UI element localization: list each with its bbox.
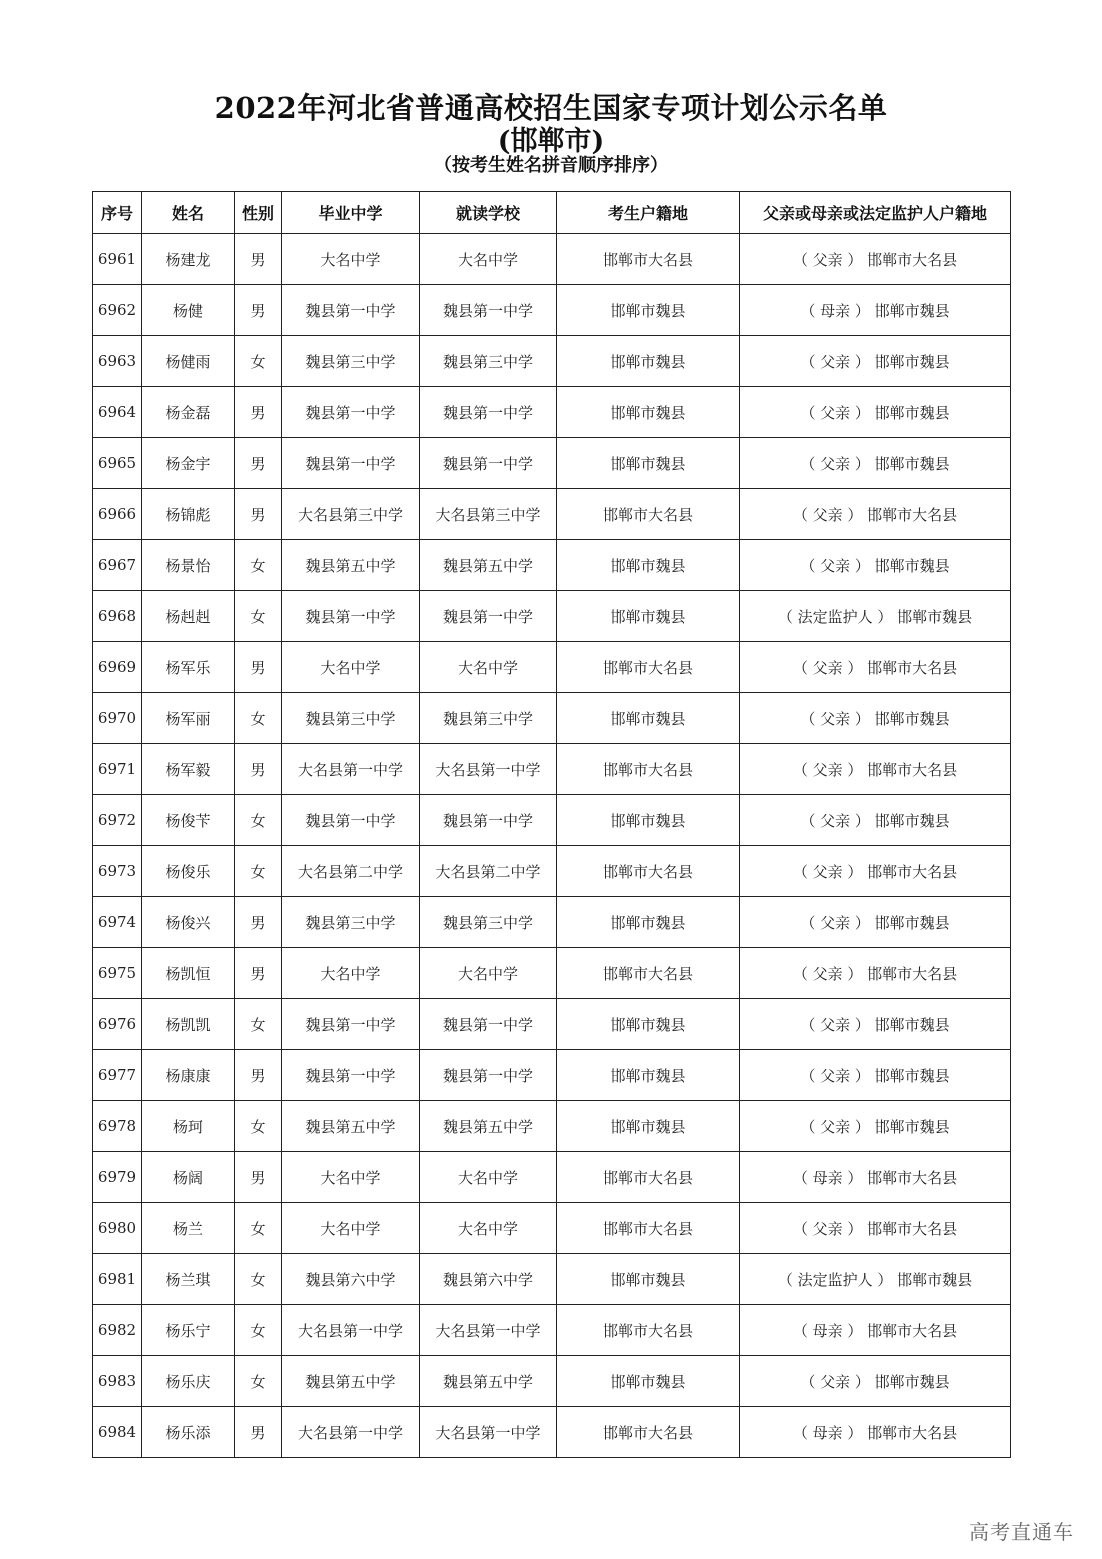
cell-graduated-school: 魏县第三中学 bbox=[282, 693, 420, 744]
cell-guardian-residence: （ 法定监护人 ） 邯郸市魏县 bbox=[740, 1254, 1011, 1305]
table-row bbox=[93, 795, 1011, 846]
table-row bbox=[93, 540, 1011, 591]
cell-name: 杨俊兴 bbox=[142, 897, 235, 948]
cell-student-residence: 邯郸市魏县 bbox=[557, 336, 740, 387]
col-header-student-residence: 考生户籍地 bbox=[557, 192, 740, 234]
table-row bbox=[93, 1356, 1011, 1407]
cell-name: 杨乐宁 bbox=[142, 1305, 235, 1356]
table-row bbox=[93, 387, 1011, 438]
cell-guardian-residence: （ 母亲 ） 邯郸市大名县 bbox=[740, 1407, 1011, 1458]
cell-guardian-residence: （ 法定监护人 ） 邯郸市魏县 bbox=[740, 591, 1011, 642]
cell-no: 6968 bbox=[93, 591, 142, 642]
cell-gender: 男 bbox=[235, 387, 282, 438]
cell-student-residence: 邯郸市大名县 bbox=[557, 1203, 740, 1254]
cell-gender: 男 bbox=[235, 1407, 282, 1458]
cell-current-school: 魏县第一中学 bbox=[420, 1050, 557, 1101]
table-row bbox=[93, 285, 1011, 336]
cell-guardian-residence: （ 母亲 ） 邯郸市大名县 bbox=[740, 1305, 1011, 1356]
cell-current-school: 魏县第三中学 bbox=[420, 693, 557, 744]
cell-guardian-residence: （ 父亲 ） 邯郸市大名县 bbox=[740, 1203, 1011, 1254]
cell-guardian-residence: （ 父亲 ） 邯郸市大名县 bbox=[740, 744, 1011, 795]
cell-no: 6966 bbox=[93, 489, 142, 540]
cell-no: 6962 bbox=[93, 285, 142, 336]
table-row bbox=[93, 999, 1011, 1050]
table-row bbox=[93, 642, 1011, 693]
table-row bbox=[93, 948, 1011, 999]
cell-graduated-school: 大名中学 bbox=[282, 948, 420, 999]
cell-guardian-residence: （ 父亲 ） 邯郸市魏县 bbox=[740, 1101, 1011, 1152]
cell-no: 6973 bbox=[93, 846, 142, 897]
cell-current-school: 大名中学 bbox=[420, 1203, 557, 1254]
cell-gender: 男 bbox=[235, 1050, 282, 1101]
cell-current-school: 魏县第三中学 bbox=[420, 336, 557, 387]
cell-current-school: 魏县第一中学 bbox=[420, 285, 557, 336]
col-header-graduated-school: 毕业中学 bbox=[282, 192, 420, 234]
cell-gender: 女 bbox=[235, 1254, 282, 1305]
cell-graduated-school: 魏县第一中学 bbox=[282, 285, 420, 336]
cell-guardian-residence: （ 父亲 ） 邯郸市魏县 bbox=[740, 336, 1011, 387]
table-row bbox=[93, 489, 1011, 540]
cell-student-residence: 邯郸市大名县 bbox=[557, 1152, 740, 1203]
cell-no: 6975 bbox=[93, 948, 142, 999]
cell-gender: 女 bbox=[235, 999, 282, 1050]
cell-student-residence: 邯郸市大名县 bbox=[557, 489, 740, 540]
cell-graduated-school: 魏县第三中学 bbox=[282, 336, 420, 387]
cell-no: 6983 bbox=[93, 1356, 142, 1407]
cell-graduated-school: 大名中学 bbox=[282, 234, 420, 285]
cell-student-residence: 邯郸市魏县 bbox=[557, 1101, 740, 1152]
cell-name: 杨珂 bbox=[142, 1101, 235, 1152]
cell-name: 杨健 bbox=[142, 285, 235, 336]
cell-name: 杨凯恒 bbox=[142, 948, 235, 999]
cell-gender: 女 bbox=[235, 336, 282, 387]
cell-name: 杨建龙 bbox=[142, 234, 235, 285]
cell-no: 6982 bbox=[93, 1305, 142, 1356]
cell-graduated-school: 大名县第三中学 bbox=[282, 489, 420, 540]
cell-student-residence: 邯郸市魏县 bbox=[557, 795, 740, 846]
cell-name: 杨景怡 bbox=[142, 540, 235, 591]
cell-student-residence: 邯郸市魏县 bbox=[557, 1050, 740, 1101]
cell-student-residence: 邯郸市大名县 bbox=[557, 744, 740, 795]
table-row bbox=[93, 693, 1011, 744]
cell-student-residence: 邯郸市魏县 bbox=[557, 999, 740, 1050]
cell-current-school: 魏县第六中学 bbox=[420, 1254, 557, 1305]
cell-guardian-residence: （ 父亲 ） 邯郸市魏县 bbox=[740, 999, 1011, 1050]
cell-graduated-school: 大名县第一中学 bbox=[282, 1407, 420, 1458]
cell-current-school: 大名县第一中学 bbox=[420, 1305, 557, 1356]
cell-guardian-residence: （ 父亲 ） 邯郸市大名县 bbox=[740, 642, 1011, 693]
cell-no: 6984 bbox=[93, 1407, 142, 1458]
cell-graduated-school: 魏县第一中学 bbox=[282, 1050, 420, 1101]
cell-no: 6972 bbox=[93, 795, 142, 846]
cell-no: 6969 bbox=[93, 642, 142, 693]
col-header-gender: 性别 bbox=[235, 192, 282, 234]
cell-guardian-residence: （ 母亲 ） 邯郸市魏县 bbox=[740, 285, 1011, 336]
table-row bbox=[93, 1254, 1011, 1305]
roster-body bbox=[93, 234, 1011, 1458]
table-row bbox=[93, 591, 1011, 642]
cell-no: 6971 bbox=[93, 744, 142, 795]
cell-gender: 男 bbox=[235, 285, 282, 336]
cell-guardian-residence: （ 父亲 ） 邯郸市大名县 bbox=[740, 489, 1011, 540]
cell-current-school: 大名县第一中学 bbox=[420, 1407, 557, 1458]
cell-no: 6979 bbox=[93, 1152, 142, 1203]
cell-gender: 男 bbox=[235, 948, 282, 999]
cell-guardian-residence: （ 父亲 ） 邯郸市魏县 bbox=[740, 540, 1011, 591]
cell-name: 杨俊苄 bbox=[142, 795, 235, 846]
cell-no: 6963 bbox=[93, 336, 142, 387]
cell-gender: 女 bbox=[235, 795, 282, 846]
cell-gender: 女 bbox=[235, 591, 282, 642]
cell-no: 6974 bbox=[93, 897, 142, 948]
cell-no: 6961 bbox=[93, 234, 142, 285]
cell-student-residence: 邯郸市魏县 bbox=[557, 540, 740, 591]
cell-guardian-residence: （ 父亲 ） 邯郸市魏县 bbox=[740, 1356, 1011, 1407]
cell-no: 6981 bbox=[93, 1254, 142, 1305]
table-row bbox=[93, 1152, 1011, 1203]
city-subtitle: (邯郸市) bbox=[497, 126, 605, 157]
cell-guardian-residence: （ 父亲 ） 邯郸市大名县 bbox=[740, 948, 1011, 999]
cell-graduated-school: 大名县第一中学 bbox=[282, 1305, 420, 1356]
cell-gender: 女 bbox=[235, 1101, 282, 1152]
cell-graduated-school: 魏县第一中学 bbox=[282, 591, 420, 642]
table-row bbox=[93, 1101, 1011, 1152]
cell-guardian-residence: （ 父亲 ） 邯郸市魏县 bbox=[740, 795, 1011, 846]
cell-guardian-residence: （ 父亲 ） 邯郸市魏县 bbox=[740, 387, 1011, 438]
cell-student-residence: 邯郸市大名县 bbox=[557, 234, 740, 285]
cell-current-school: 魏县第五中学 bbox=[420, 540, 557, 591]
cell-no: 6976 bbox=[93, 999, 142, 1050]
cell-student-residence: 邯郸市魏县 bbox=[557, 1356, 740, 1407]
cell-no: 6980 bbox=[93, 1203, 142, 1254]
cell-current-school: 魏县第一中学 bbox=[420, 591, 557, 642]
cell-gender: 女 bbox=[235, 540, 282, 591]
cell-current-school: 魏县第五中学 bbox=[420, 1356, 557, 1407]
cell-graduated-school: 魏县第一中学 bbox=[282, 999, 420, 1050]
table-row bbox=[93, 438, 1011, 489]
cell-guardian-residence: （ 父亲 ） 邯郸市大名县 bbox=[740, 846, 1011, 897]
cell-graduated-school: 魏县第六中学 bbox=[282, 1254, 420, 1305]
cell-student-residence: 邯郸市大名县 bbox=[557, 1305, 740, 1356]
cell-no: 6964 bbox=[93, 387, 142, 438]
cell-current-school: 大名县第三中学 bbox=[420, 489, 557, 540]
table-row bbox=[93, 1050, 1011, 1101]
table-row bbox=[93, 1407, 1011, 1458]
cell-guardian-residence: （ 父亲 ） 邯郸市魏县 bbox=[740, 438, 1011, 489]
table-header-row bbox=[93, 192, 1011, 234]
cell-name: 杨健雨 bbox=[142, 336, 235, 387]
cell-student-residence: 邯郸市魏县 bbox=[557, 387, 740, 438]
cell-no: 6967 bbox=[93, 540, 142, 591]
cell-current-school: 大名中学 bbox=[420, 948, 557, 999]
cell-graduated-school: 魏县第一中学 bbox=[282, 438, 420, 489]
cell-gender: 男 bbox=[235, 438, 282, 489]
cell-name: 杨金磊 bbox=[142, 387, 235, 438]
cell-graduated-school: 魏县第五中学 bbox=[282, 1356, 420, 1407]
cell-student-residence: 邯郸市大名县 bbox=[557, 846, 740, 897]
cell-student-residence: 邯郸市魏县 bbox=[557, 591, 740, 642]
col-header-current-school: 就读学校 bbox=[420, 192, 557, 234]
cell-name: 杨赳赳 bbox=[142, 591, 235, 642]
table-row bbox=[93, 336, 1011, 387]
cell-graduated-school: 魏县第五中学 bbox=[282, 1101, 420, 1152]
cell-no: 6978 bbox=[93, 1101, 142, 1152]
cell-graduated-school: 大名中学 bbox=[282, 1203, 420, 1254]
table-row bbox=[93, 744, 1011, 795]
col-header-guardian-residence: 父亲或母亲或法定监护人户籍地 bbox=[740, 192, 1011, 234]
table-row bbox=[93, 846, 1011, 897]
cell-current-school: 魏县第三中学 bbox=[420, 897, 557, 948]
col-header-name: 姓名 bbox=[142, 192, 235, 234]
cell-name: 杨乐庆 bbox=[142, 1356, 235, 1407]
cell-current-school: 大名中学 bbox=[420, 234, 557, 285]
cell-student-residence: 邯郸市大名县 bbox=[557, 948, 740, 999]
cell-name: 杨康康 bbox=[142, 1050, 235, 1101]
cell-current-school: 魏县第一中学 bbox=[420, 999, 557, 1050]
cell-student-residence: 邯郸市魏县 bbox=[557, 438, 740, 489]
cell-student-residence: 邯郸市大名县 bbox=[557, 1407, 740, 1458]
cell-current-school: 魏县第一中学 bbox=[420, 438, 557, 489]
cell-guardian-residence: （ 父亲 ） 邯郸市魏县 bbox=[740, 897, 1011, 948]
cell-graduated-school: 大名中学 bbox=[282, 1152, 420, 1203]
cell-name: 杨军毅 bbox=[142, 744, 235, 795]
cell-gender: 男 bbox=[235, 642, 282, 693]
cell-gender: 男 bbox=[235, 234, 282, 285]
cell-name: 杨乐添 bbox=[142, 1407, 235, 1458]
table-row bbox=[93, 234, 1011, 285]
page-title: 2022年河北省普通高校招生国家专项计划公示名单 bbox=[214, 91, 888, 125]
cell-guardian-residence: （ 母亲 ） 邯郸市大名县 bbox=[740, 1152, 1011, 1203]
cell-name: 杨军丽 bbox=[142, 693, 235, 744]
cell-no: 6965 bbox=[93, 438, 142, 489]
roster-table bbox=[92, 191, 1011, 1458]
col-header-no: 序号 bbox=[93, 192, 142, 234]
cell-gender: 女 bbox=[235, 1203, 282, 1254]
cell-student-residence: 邯郸市魏县 bbox=[557, 897, 740, 948]
cell-graduated-school: 大名县第二中学 bbox=[282, 846, 420, 897]
cell-student-residence: 邯郸市魏县 bbox=[557, 285, 740, 336]
cell-gender: 女 bbox=[235, 846, 282, 897]
cell-name: 杨军乐 bbox=[142, 642, 235, 693]
cell-student-residence: 邯郸市魏县 bbox=[557, 693, 740, 744]
table-row bbox=[93, 1305, 1011, 1356]
cell-name: 杨兰琪 bbox=[142, 1254, 235, 1305]
sort-note: （按考生姓名拼音顺序排序） bbox=[434, 155, 668, 176]
cell-no: 6970 bbox=[93, 693, 142, 744]
cell-gender: 男 bbox=[235, 1152, 282, 1203]
cell-current-school: 大名中学 bbox=[420, 1152, 557, 1203]
cell-graduated-school: 魏县第一中学 bbox=[282, 387, 420, 438]
cell-gender: 女 bbox=[235, 1356, 282, 1407]
cell-graduated-school: 魏县第五中学 bbox=[282, 540, 420, 591]
cell-gender: 男 bbox=[235, 897, 282, 948]
cell-current-school: 大名中学 bbox=[420, 642, 557, 693]
cell-current-school: 魏县第一中学 bbox=[420, 387, 557, 438]
cell-gender: 女 bbox=[235, 1305, 282, 1356]
cell-name: 杨锦彪 bbox=[142, 489, 235, 540]
cell-guardian-residence: （ 父亲 ） 邯郸市大名县 bbox=[740, 234, 1011, 285]
cell-graduated-school: 魏县第一中学 bbox=[282, 795, 420, 846]
cell-current-school: 魏县第五中学 bbox=[420, 1101, 557, 1152]
table-row bbox=[93, 1203, 1011, 1254]
cell-no: 6977 bbox=[93, 1050, 142, 1101]
cell-current-school: 大名县第二中学 bbox=[420, 846, 557, 897]
cell-student-residence: 邯郸市魏县 bbox=[557, 1254, 740, 1305]
cell-name: 杨阔 bbox=[142, 1152, 235, 1203]
cell-name: 杨兰 bbox=[142, 1203, 235, 1254]
cell-current-school: 大名县第一中学 bbox=[420, 744, 557, 795]
cell-name: 杨金宇 bbox=[142, 438, 235, 489]
watermark: 高考直通车 bbox=[969, 1520, 1074, 1544]
table-row bbox=[93, 897, 1011, 948]
cell-gender: 女 bbox=[235, 693, 282, 744]
cell-student-residence: 邯郸市大名县 bbox=[557, 642, 740, 693]
cell-name: 杨凯凯 bbox=[142, 999, 235, 1050]
cell-guardian-residence: （ 父亲 ） 邯郸市魏县 bbox=[740, 693, 1011, 744]
cell-graduated-school: 魏县第三中学 bbox=[282, 897, 420, 948]
cell-current-school: 魏县第一中学 bbox=[420, 795, 557, 846]
cell-name: 杨俊乐 bbox=[142, 846, 235, 897]
cell-graduated-school: 大名中学 bbox=[282, 642, 420, 693]
cell-gender: 男 bbox=[235, 744, 282, 795]
cell-gender: 男 bbox=[235, 489, 282, 540]
cell-guardian-residence: （ 父亲 ） 邯郸市魏县 bbox=[740, 1050, 1011, 1101]
cell-graduated-school: 大名县第一中学 bbox=[282, 744, 420, 795]
